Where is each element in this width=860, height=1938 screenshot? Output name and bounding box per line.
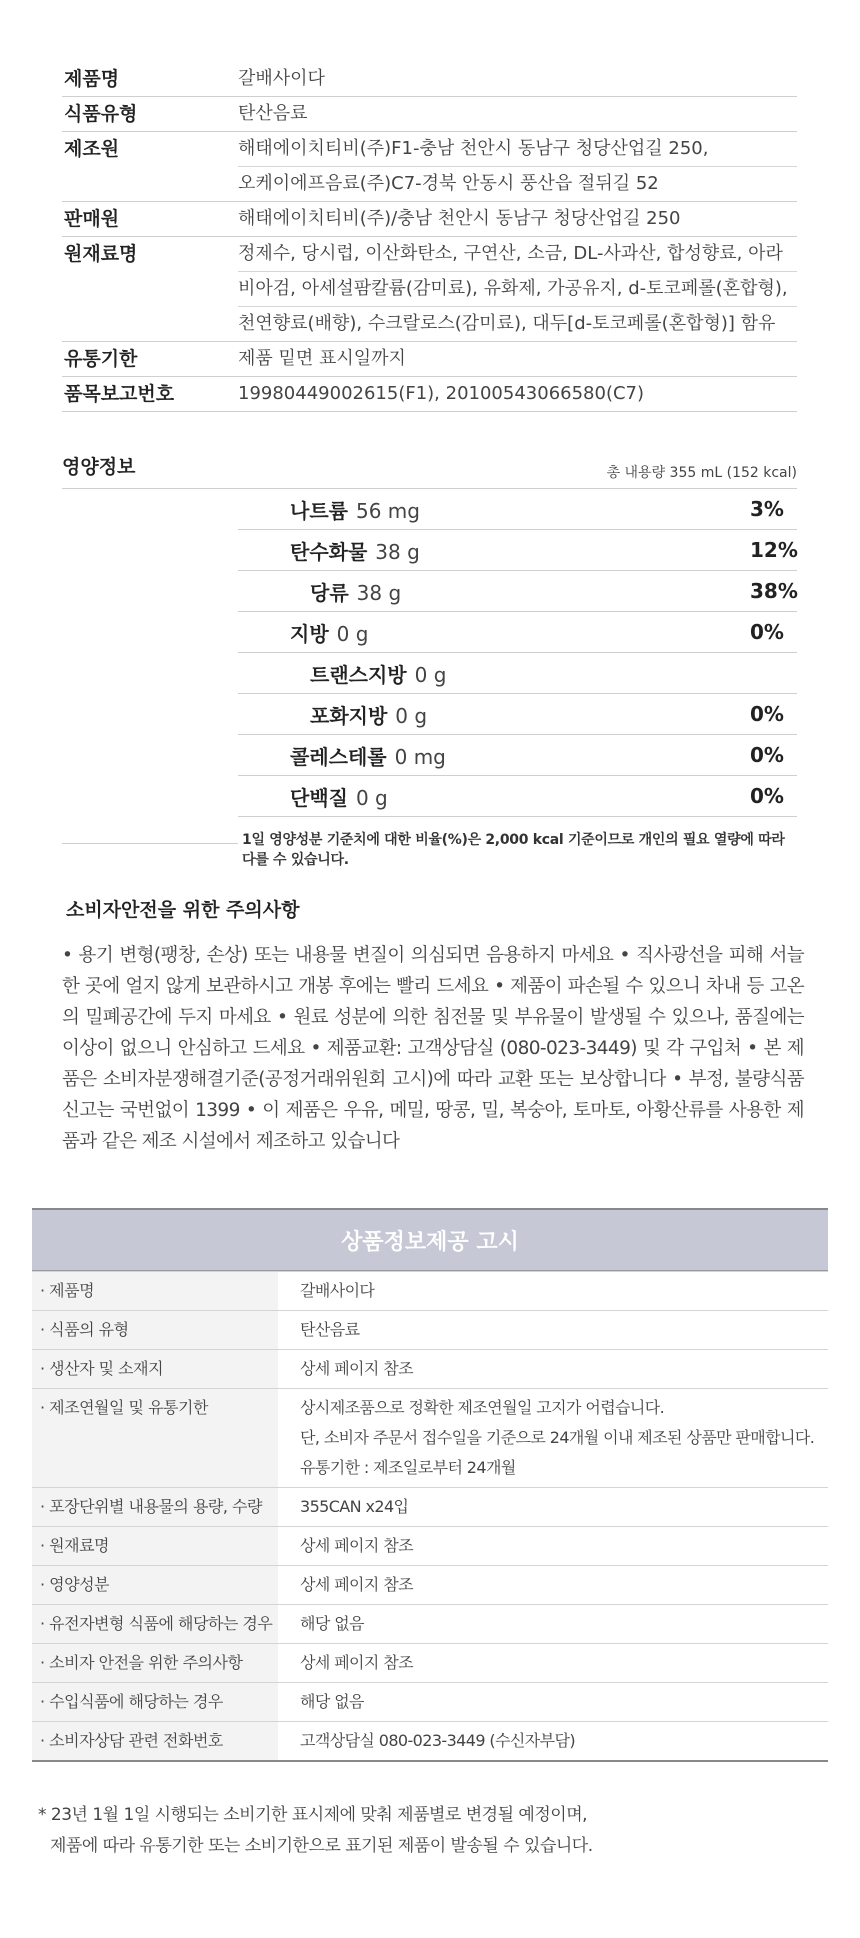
notice-value: [278, 1350, 828, 1388]
product-row: [62, 202, 797, 237]
notice-key: · 식품의 유형: [32, 1311, 278, 1349]
product-row-value: [238, 97, 797, 131]
notice-value-line: 유통기한 : 제조일로부터 24개월: [300, 1458, 516, 1477]
notice-value-line: 단, 소비자 주문서 접수일을 기준으로 24개월 이내 제조된 상품만 판매합니다.: [300, 1428, 815, 1447]
notice-value-line: 해당 없음: [300, 1614, 364, 1633]
notice-value-line: 상세 페이지 참조: [300, 1653, 413, 1672]
notice-value-line: 탄산음료: [300, 1320, 360, 1339]
nutrient-percent: 0%: [750, 702, 784, 726]
nutrient-amount: 38 g: [356, 580, 402, 605]
notice-row: [32, 1721, 828, 1760]
nutrient-name-wrap: [238, 659, 446, 688]
nutrient-name: 지방: [290, 621, 329, 646]
notice-value-line: 해당 없음: [300, 1692, 364, 1711]
notice-value-line: 상시제조품으로 정확한 제조연월일 고지가 어렵습니다.: [300, 1398, 665, 1417]
nutrient-name: 포화지방: [310, 703, 388, 728]
nutrient-name: 탄수화물: [290, 539, 368, 564]
notice-row: [32, 1487, 828, 1526]
consumer-caution: [62, 895, 804, 1157]
nutrient-amount: 0 mg: [394, 744, 446, 769]
notice-value: [278, 1272, 828, 1310]
nutrient-amount: 56 mg: [355, 498, 420, 523]
nutrient-name: 트랜스지방: [310, 662, 407, 687]
nutrition-label: 영양정보: [62, 456, 136, 478]
caution-title: 소비자안전을 위한 주의사항: [66, 899, 300, 921]
nutrient-name-wrap: [238, 495, 420, 524]
product-value-line: 제품 밑면 표시일까지: [238, 348, 406, 369]
product-value-line: 해태에이치티비(주)/충남 천안시 동남구 청당산업길 250: [238, 208, 681, 229]
product-info-table: [62, 62, 797, 412]
product-row-label: 원재료명: [64, 243, 138, 265]
product-row: [62, 377, 797, 412]
nutrient-row: [238, 776, 797, 817]
nutrient-name-wrap: [238, 536, 420, 565]
product-value-line: 해태에이치티비(주)F1-충남 천안시 동남구 청당산업길 250,: [238, 138, 709, 159]
notice-key: · 소비자상담 관련 전화번호: [32, 1722, 278, 1760]
product-row-value: [238, 62, 797, 96]
notice-value: [278, 1683, 828, 1721]
notice-row: [32, 1526, 828, 1565]
footnote-line: 제품에 따라 유통기한 또는 소비기한으로 표기된 제품이 발송될 수 있습니다.: [50, 1836, 593, 1856]
product-value-line: 갈배사이다: [238, 68, 325, 89]
nutrient-amount: 0 g: [414, 662, 447, 687]
nutrient-row: [238, 735, 797, 776]
product-value-line: 정제수, 당시럽, 이산화탄소, 구연산, 소금, DL-사과산, 합성향료, 아라: [238, 243, 783, 264]
nutrient-name-wrap: [238, 700, 427, 729]
nutrient-percent: 12%: [750, 538, 798, 562]
notice-row: [32, 1310, 828, 1349]
notice-row: [32, 1643, 828, 1682]
nutrition-facts: [62, 450, 797, 869]
product-value-line: 탄산음료: [238, 103, 308, 124]
product-value-line: 비아검, 아세설팜칼륨(감미료), 유화제, 가공유지, d-토코페롤(혼합형),: [238, 271, 797, 306]
nutrient-name: 단백질: [290, 785, 348, 810]
product-value-line: 천연향료(배향), 수크랄로스(감미료), 대두[d-토코페롤(혼합형)] 함유: [238, 306, 797, 341]
notice-value-line: 상세 페이지 참조: [300, 1575, 413, 1594]
nutrient-amount: 38 g: [375, 539, 420, 564]
notice-row: [32, 1604, 828, 1643]
nutrient-row: [238, 612, 797, 653]
nutrition-grid: [62, 489, 797, 817]
nutrient-amount: 0 g: [336, 621, 369, 646]
notice-key: · 포장단위별 내용물의 용량, 수량: [32, 1488, 278, 1526]
nutrient-percent: 0%: [750, 784, 784, 808]
nutrient-percent: 3%: [750, 497, 784, 521]
notice-key: · 소비자 안전을 위한 주의사항: [32, 1644, 278, 1682]
product-row-value: [238, 202, 797, 236]
product-row-label: 제품명: [64, 68, 120, 90]
notice-title: 상품정보제공 고시: [32, 1210, 828, 1271]
nutrient-percent: 0%: [750, 620, 784, 644]
notice-value: [278, 1311, 828, 1349]
nutrient-percent: 0%: [750, 743, 784, 767]
product-row-value: [238, 342, 797, 376]
footnote: [38, 1800, 593, 1862]
notice-key: · 원재료명: [32, 1527, 278, 1565]
nutrient-amount: 0 g: [395, 703, 428, 728]
nutrient-name: 나트륨: [290, 498, 348, 523]
product-row: [62, 237, 797, 342]
product-row-label: 품목보고번호: [64, 383, 175, 405]
nutrient-amount: 0 g: [355, 785, 388, 810]
notice-value-line: 355CAN x24입: [300, 1497, 409, 1516]
nutrient-name: 콜레스테롤: [290, 744, 387, 769]
product-row: [62, 97, 797, 132]
notice-key: · 생산자 및 소재지: [32, 1350, 278, 1388]
nutrition-total: 총 내용량 355 mL (152 kcal): [606, 465, 797, 481]
notice-row: [32, 1349, 828, 1388]
notice-value: [278, 1605, 828, 1643]
nutrition-note: 1일 영양성분 기준치에 대한 비율(%)은 2,000 kcal 기준이므로 개인의 필요 열량에 따라 다를 수 있습니다.: [242, 832, 785, 868]
notice-value: [278, 1566, 828, 1604]
notice-key: · 영양성분: [32, 1566, 278, 1604]
nutrient-percent: 38%: [750, 579, 798, 603]
nutrient-name-wrap: [238, 577, 401, 606]
nutrient-name-wrap: [238, 618, 368, 647]
nutrient-row: [238, 489, 797, 530]
notice-key: · 수입식품에 해당하는 경우: [32, 1683, 278, 1721]
product-row-label: 식품유형: [64, 103, 138, 125]
product-row: [62, 62, 797, 97]
product-row-value: [238, 377, 797, 411]
product-value-line: 19980449002615(F1), 20100543066580(C7): [238, 383, 645, 404]
notice-value-line: 상세 페이지 참조: [300, 1536, 413, 1555]
notice-value: [278, 1722, 828, 1760]
notice-key: · 유전자변형 식품에 해당하는 경우: [32, 1605, 278, 1643]
product-row-value: [238, 237, 797, 341]
notice-value: [278, 1527, 828, 1565]
notice-value: [278, 1488, 828, 1526]
nutrient-row: [238, 694, 797, 735]
notice-value-line: 갈배사이다: [300, 1281, 375, 1300]
notice-value-line: 상세 페이지 참조: [300, 1359, 413, 1378]
product-row-value: [238, 132, 797, 201]
nutrient-name: 당류: [310, 580, 349, 605]
product-notice-table: [32, 1208, 828, 1762]
product-row: [62, 132, 797, 202]
nutrient-name-wrap: [238, 741, 446, 770]
notice-key: · 제품명: [32, 1272, 278, 1310]
caution-text: • 용기 변형(팽창, 손상) 또는 내용물 변질이 의심되면 음용하지 마세요 • 직사광선을 피해 서늘한 곳에 얼지 않게 보관하시고 개봉 후에는 빨리 드세요 • 제품이 파손될 수 있으니 차내 등 고온의 밀폐공간에 두지 마세요 • 원료 성분에 의한 침전물 및 부유물이 발생될 수 있으나, 품질에는 이상이 없으니 안심하고 드세요 • 제품교환: 고객상담실 (080-023-3449) 및 각 구입처 • 본 제품은 소비자분쟁해결기준(공정거래위원회 고시)에 따라 교환 또는 보상합니다 • 부정, 불량식품 신고는 국번없이 1399 • 이 제품은 우유, 메밀, 땅콩, 밀, 복숭아, 토마토, 아황산류를 사용한 제품과 같은 제조 시설에서 제조하고 있습니다: [62, 945, 804, 1152]
nutrient-row: [238, 571, 797, 612]
product-row-label: 유통기한: [64, 348, 138, 370]
notice-row: [32, 1682, 828, 1721]
footnote-line: * 23년 1월 1일 시행되는 소비기한 표시제에 맞춰 제품별로 변경될 예정이며,: [38, 1805, 588, 1825]
product-value-line: 오케이에프음료(주)C7-경북 안동시 풍산읍 절뒤길 52: [238, 166, 797, 201]
notice-key: · 제조연월일 및 유통기한: [32, 1389, 278, 1487]
notice-row: [32, 1388, 828, 1487]
product-row-label: 제조원: [64, 138, 120, 160]
notice-row: [32, 1565, 828, 1604]
notice-value: [278, 1389, 828, 1487]
nutrient-name-wrap: [238, 782, 388, 811]
product-row-label: 판매원: [64, 208, 120, 230]
notice-row: [32, 1271, 828, 1310]
nutrient-row: [238, 653, 797, 694]
product-row: [62, 342, 797, 377]
nutrient-row: [238, 530, 797, 571]
notice-value-line: 고객상담실 080-023-3449 (수신자부담): [300, 1731, 575, 1750]
notice-value: [278, 1644, 828, 1682]
